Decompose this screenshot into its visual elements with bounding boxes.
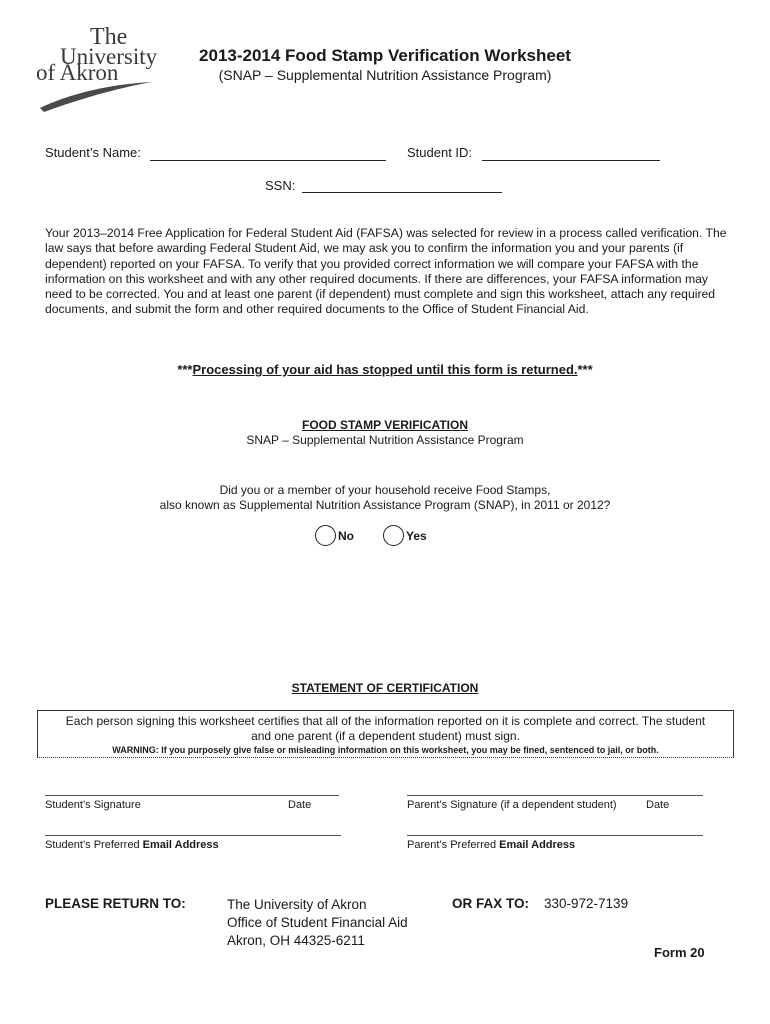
logo-swoosh	[40, 82, 152, 112]
student-signature-label: Student’s Signature	[45, 799, 141, 811]
parent-email-line[interactable]	[407, 835, 703, 836]
certification-heading: STATEMENT OF CERTIFICATION	[291, 681, 479, 695]
radio-no-circle[interactable]	[315, 525, 336, 546]
student-id-label: Student ID:	[407, 145, 473, 160]
university-logo-mark	[34, 22, 164, 114]
food-stamp-question	[0, 483, 770, 513]
question-line-2: also known as Supplemental Nutrition Assistance Program (SNAP), in 2011 or 2012?	[159, 498, 611, 512]
address-line-2: Office of Student Financial Aid	[227, 915, 408, 930]
student-id-field[interactable]	[482, 160, 660, 161]
certification-text-line-2: and one parent (if a dependent student) must sign.	[251, 729, 520, 743]
logo-text-akron: of Akron	[36, 60, 119, 85]
fax-label: OR FAX TO:	[452, 896, 530, 911]
student-email-label	[45, 839, 219, 851]
return-label: PLEASE RETURN TO:	[45, 896, 186, 911]
radio-option-yes[interactable]	[383, 525, 427, 546]
ssn-field[interactable]	[302, 192, 502, 193]
radio-option-no[interactable]	[315, 525, 354, 546]
student-signature-line[interactable]	[45, 795, 339, 796]
parent-signature-line[interactable]	[407, 795, 703, 796]
radio-yes-label: Yes	[406, 528, 427, 543]
logo-text-university: University	[60, 44, 158, 69]
parent-email-bold: Email Address	[499, 839, 576, 851]
radio-yes-circle[interactable]	[383, 525, 404, 546]
certification-box	[37, 710, 734, 758]
question-line-1: Did you or a member of your household receive Food Stamps,	[219, 483, 551, 497]
student-name-label: Student’s Name:	[45, 145, 141, 160]
parent-signature-label: Parent’s Signature (if a dependent student)	[407, 799, 617, 811]
certification-text-line-1: Each person signing this worksheet certifies that all of the information reported on it is complete and correct. The student	[65, 714, 706, 728]
student-email-line[interactable]	[45, 835, 341, 836]
notice-prefix: ***	[177, 362, 193, 377]
ssn-label: SSN:	[265, 178, 296, 193]
form-number: Form 20	[654, 945, 705, 960]
fax-number: 330-972-7139	[544, 896, 629, 911]
notice-text: Processing of your aid has stopped until this form is returned.	[192, 362, 578, 377]
parent-date-label: Date	[646, 799, 670, 811]
parent-email-prefix: Parent’s Preferred	[407, 839, 500, 851]
page-title: 2013-2014 Food Stamp Verification Worksheet	[199, 46, 571, 65]
page-subtitle: (SNAP – Supplemental Nutrition Assistance Program)	[218, 67, 552, 83]
parent-email-label	[407, 839, 575, 851]
certification-warning: WARNING: If you purposely give false or misleading information on this worksheet, you may be fined, sentenced to jail, or both.	[112, 745, 659, 755]
intro-paragraph: Your 2013–2014 Free Application for Federal Student Aid (FAFSA) was selected for review in a process called verification. The law says that before awarding Federal Student Aid, we may ask you to confirm the information you and your parents (if dependent) reported on your FAFSA. To verify that you provided correct information we will compare your FAFSA with the information on this worksheet and with any other required documents. If there are differences, your FAFSA information may need to be corrected. You and at least one parent (if dependent) must complete and sign this worksheet, attach any required documents, and submit the form and other required documents to the Office of Student Financial Aid.	[45, 226, 727, 317]
return-address	[227, 896, 408, 950]
processing-notice	[0, 362, 770, 377]
notice-suffix: ***	[577, 362, 593, 377]
food-stamp-subheading: SNAP – Supplemental Nutrition Assistance Program	[246, 433, 524, 447]
logo-text-the: The	[90, 24, 128, 50]
address-line-1: The University of Akron	[227, 897, 367, 912]
student-date-label: Date	[288, 799, 312, 811]
student-name-field[interactable]	[150, 160, 386, 161]
radio-no-label: No	[338, 528, 354, 543]
student-email-prefix: Student’s Preferred	[45, 839, 143, 851]
food-stamp-heading: FOOD STAMP VERIFICATION	[301, 418, 468, 432]
student-email-bold: Email Address	[142, 839, 219, 851]
address-line-3: Akron, OH 44325-6211	[227, 933, 365, 948]
university-logo	[34, 22, 164, 114]
